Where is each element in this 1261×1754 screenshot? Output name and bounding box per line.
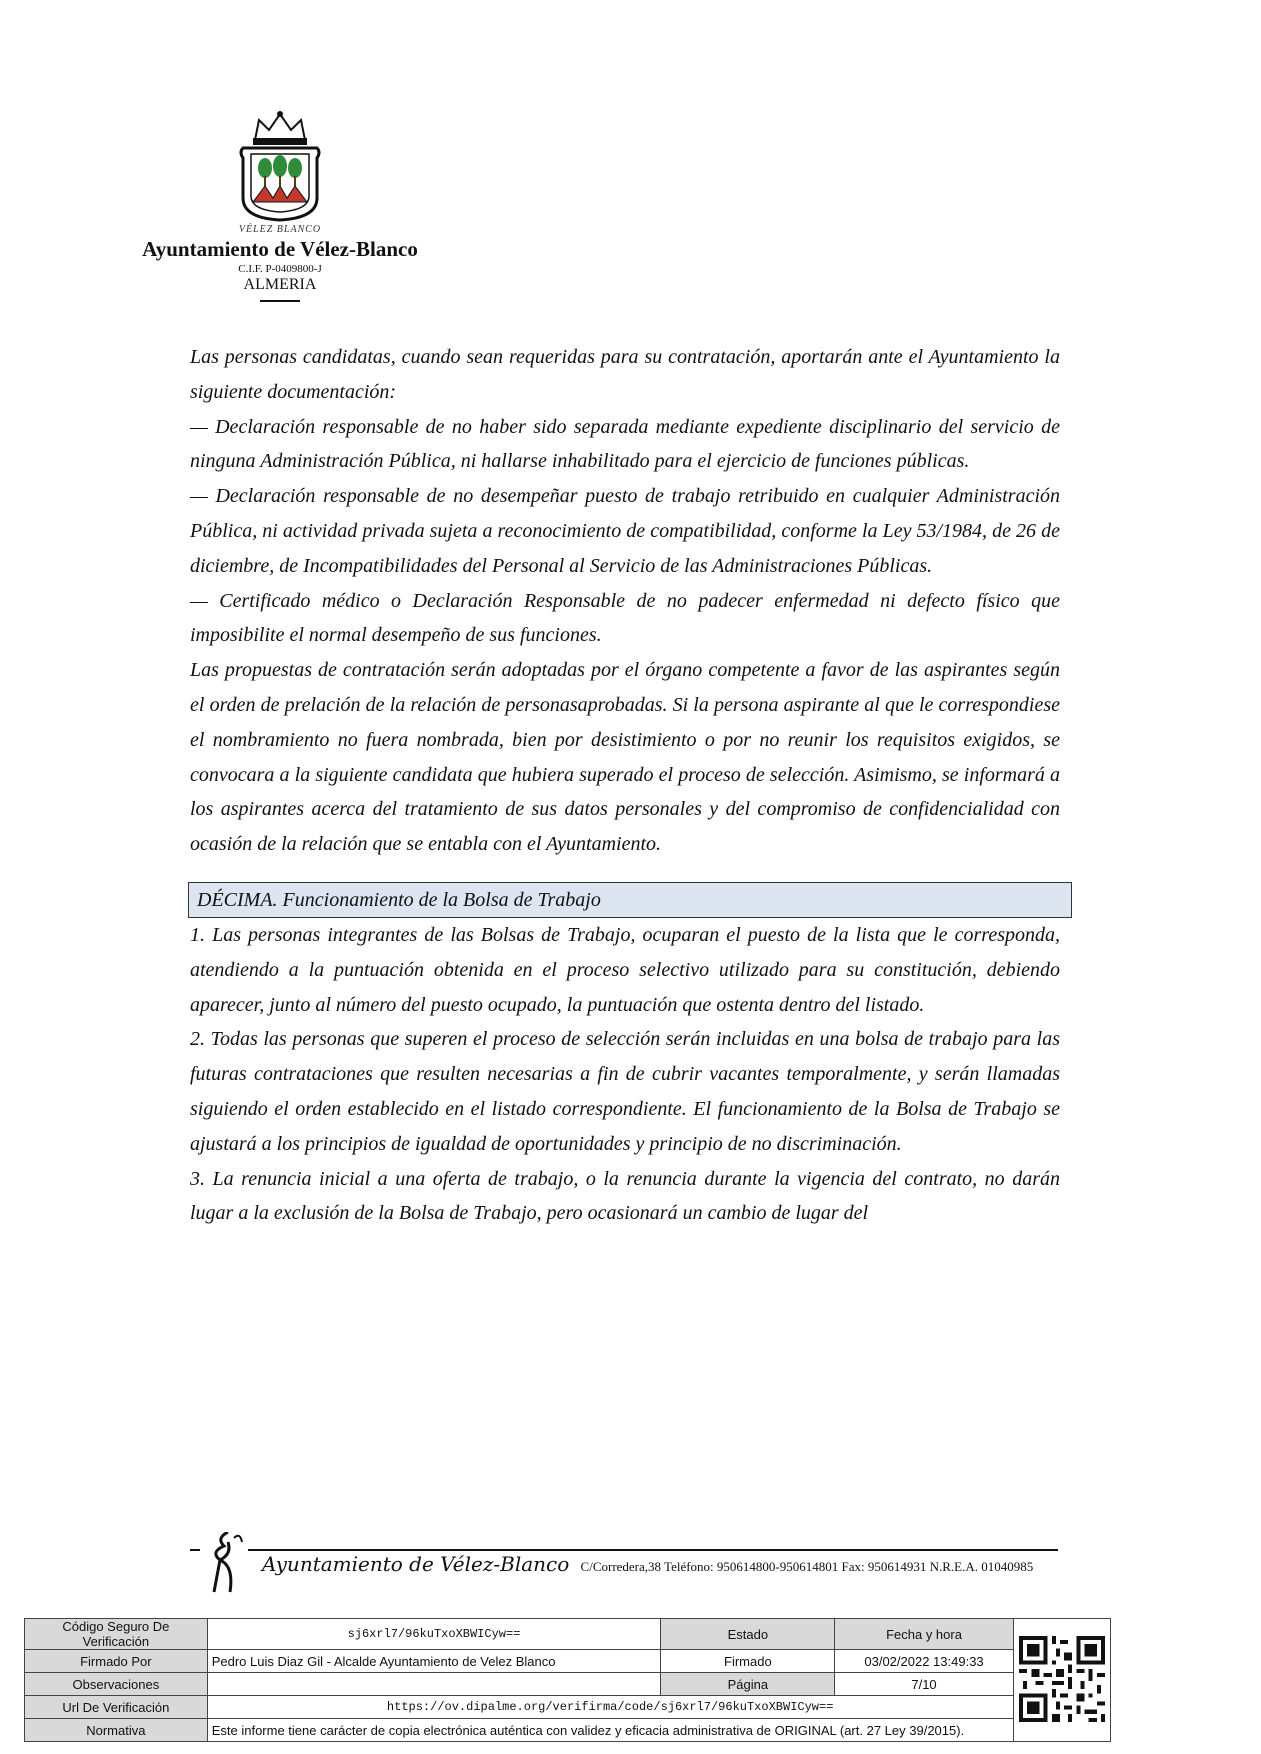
paragraph: — Declaración responsable de no desempeñar puesto de trabajo retribuido en cualquier Administración Pública, ni actividad privada sujeta a reconocimiento de compatibilidad, conforme la Ley 53/1984, de 26 de diciembre, de Incompatibilidades del Personal al Servicio de las Administraciones Públicas. (190, 485, 1060, 577)
normativa-value: Este informe tiene carácter de copia electrónica auténtica con validez y eficacia administrativa de ORIGINAL (art. 27 Ley 39/2015). (207, 1719, 1013, 1742)
observaciones-label: Observaciones (25, 1673, 208, 1696)
footer-address (262, 1552, 1033, 1576)
paragraph: 3. La renuncia inicial a una oferta de trabajo, o la renuncia durante la vigencia del contrato, no darán lugar a la exclusión de la Bolsa de Trabajo, pero ocasionará un cambio de lugar del (190, 1167, 1060, 1225)
paragraph: 2. Todas las personas que superen el proceso de selección serán incluidas en una bolsa de trabajo para las futuras contrataciones que resulten necesarias a fin de cubrir vacantes temporalmente, y serán llamadas siguiendo el orden establecido en el listado correspondiente. El funcionamiento de la Bolsa de Trabajo se ajustará a los principios de igualdad de oportunidades y principio de no discriminación. (190, 1028, 1060, 1155)
letterhead (100, 110, 460, 302)
paragraph: — Certificado médico o Declaración Responsable de no padecer enfermedad ni defecto físico que imposibilite el normal desempeño de sus funciones. (190, 589, 1060, 647)
pagina-label: Página (661, 1673, 835, 1696)
table-row (25, 1719, 1111, 1742)
qr-code-cell (1013, 1619, 1110, 1742)
verification-url-link[interactable]: https://ov.dipalme.org/verifirma/code/sj6xrl7/96kuTxoXBWICyw== (207, 1696, 1013, 1719)
coat-of-arms-icon (237, 110, 323, 222)
footer-details: C/Corredera,38 Teléfono: 950614800-950614801 Fax: 950614931 N.R.E.A. 01040985 (580, 1559, 1034, 1574)
table-row (25, 1696, 1111, 1719)
csv-value: sj6xrl7/96kuTxoXBWICyw== (207, 1619, 661, 1650)
table-row (25, 1619, 1111, 1650)
paragraph: — Declaración responsable de no haber sido separada mediante expediente disciplinario del servicio de ninguna Administración Pública, ni hallarse inhabilitado para el ejercicio de funciones públicas. (190, 415, 1060, 473)
verification-table (24, 1618, 1111, 1742)
fecha-value: 03/02/2022 13:49:33 (835, 1650, 1013, 1673)
observaciones-value (207, 1673, 661, 1696)
url-label: Url De Verificación (25, 1696, 208, 1719)
paragraph: Las personas candidatas, cuando sean requeridas para su contratación, aportarán ante el Ayuntamiento la siguiente documentación: (190, 346, 1060, 403)
footer-org-name: Ayuntamiento de Vélez-Blanco (262, 1552, 570, 1576)
header-divider (260, 300, 300, 302)
document-body (190, 340, 1060, 1231)
organization-name: Ayuntamiento de Vélez-Blanco (142, 237, 418, 261)
province: ALMERIA (243, 276, 317, 293)
crest-motto: VÉLEZ BLANCO (238, 224, 322, 235)
section-heading: DÉCIMA. Funcionamiento de la Bolsa de Trabajo (188, 882, 1072, 918)
cif-number: C.I.F. P-0409800-J (238, 263, 322, 275)
fecha-label: Fecha y hora (835, 1619, 1013, 1650)
paragraph: Las propuestas de contratación serán adoptadas por el órgano competente a favor de las aspirantes según el orden de prelación de la relación de personasaprobadas. Si la persona aspirante al que le correspondiese el nombramiento no fuera nombrada, bien por desistimiento o por no reunir los requisitos exigidos, se convocara a la siguiente candidata que hubiera superado el proceso de selección. Asimismo, se informará a los aspirantes acerca del tratamiento de sus datos personales y del compromiso de confidencialidad con ocasión de la relación que se entabla con el Ayuntamiento. (190, 659, 1060, 856)
firmado-value: Pedro Luis Diaz Gil - Alcalde Ayuntamiento de Velez Blanco (207, 1650, 661, 1673)
csv-label: Código Seguro De Verificación (25, 1619, 208, 1650)
table-row (25, 1673, 1111, 1696)
firmado-label: Firmado Por (25, 1650, 208, 1673)
normativa-label: Normativa (25, 1719, 208, 1742)
paragraph: 1. Las personas integrantes de las Bolsas de Trabajo, ocuparan el puesto de la lista que le corresponda, atendiendo a la puntuación obtenida en el proceso selectivo utilizado para su constitución, debiendo aparecer, junto al número del puesto ocupado, la puntuación que ostenta dentro del listado. (190, 923, 1060, 1016)
qr-code-icon (1019, 1636, 1105, 1722)
pagina-value: 7/10 (835, 1673, 1013, 1696)
table-row (25, 1650, 1111, 1673)
estado-value: Firmado (661, 1650, 835, 1673)
estado-label: Estado (661, 1619, 835, 1650)
